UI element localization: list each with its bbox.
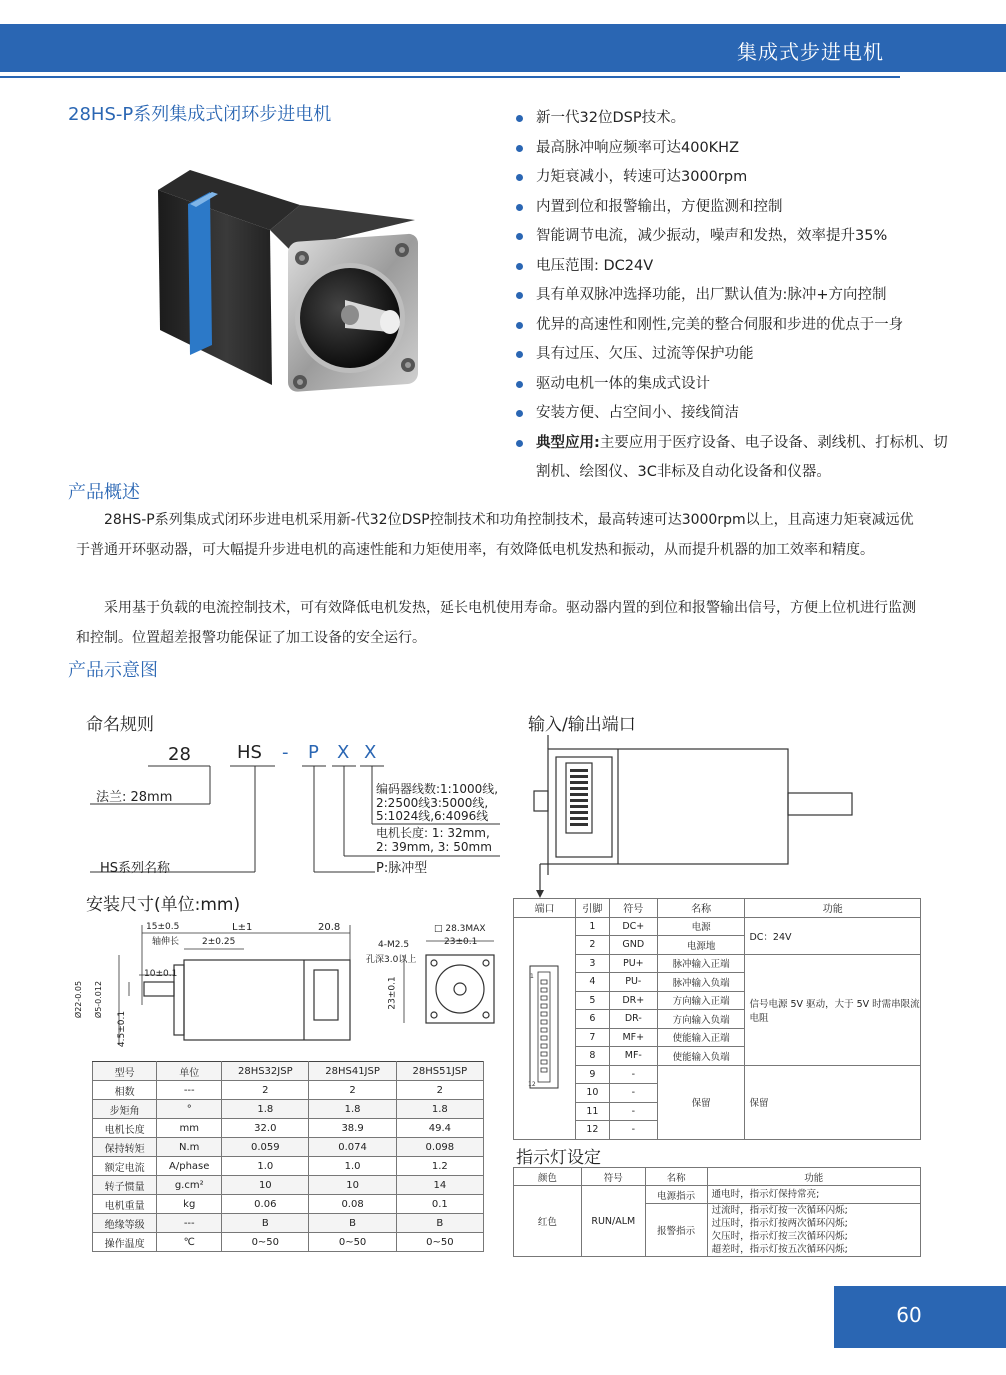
table-row: 额定电流 A/phase 1.0 1.0 1.2	[93, 1157, 484, 1176]
table-row: 步矩角 ° 1.8 1.8 1.8	[93, 1100, 484, 1119]
connector-pin-first: 1	[530, 972, 535, 980]
feature-item: 驱动电机一体的集成式设计	[514, 370, 954, 400]
connector-icon	[524, 962, 564, 1092]
io-func-power: DC：24V	[745, 917, 921, 954]
table-row: 12 -	[514, 1121, 921, 1140]
table-row: 10 -	[514, 1084, 921, 1103]
overview-paragraph-2: 采用基于负载的电流控制技术，可有效降低电机发热，延长电机使用寿命。驱动器内置的到位和报警输出信号，方便上位机进行监测和控制。位置超差报警功能保证了加工设备的安全运行。	[76, 600, 916, 646]
naming-part-p: P	[308, 742, 319, 763]
dim-height: 4.5±0.1	[117, 1010, 128, 1048]
table-row: 5 DR+ 方向输入正端	[514, 991, 921, 1010]
io-header: 端口	[514, 899, 576, 918]
product-title: 28HS-P系列集成式闭环步进电机	[68, 104, 332, 125]
table-row: 8 MF- 使能输入负端	[514, 1047, 921, 1066]
table-row: 相数 --- 2 2 2	[93, 1081, 484, 1100]
dim-shaft-dia: Ø5-0.012	[94, 980, 104, 1019]
spec-table	[92, 1061, 484, 1252]
feature-item: 具有过压、欠压、过流等保护功能	[514, 340, 954, 370]
io-reserved-name: 保留	[657, 1065, 745, 1139]
led-power-func: 通电时，指示灯保持常亮;	[707, 1186, 920, 1204]
feature-item: 电压范围: DC24V	[514, 252, 954, 282]
spec-header: 28HS32JSP	[222, 1062, 309, 1081]
feature-item: 具有单双脉冲选择功能，出厂默认值为:脉冲+方向控制	[514, 281, 954, 311]
table-row: 9 - 保留 保留	[514, 1065, 921, 1084]
dim-length: L±1	[232, 922, 253, 933]
dim-shaft-label: 轴伸长	[152, 937, 180, 947]
dim-square: □ 28.3MAX	[434, 924, 486, 934]
application-item	[514, 429, 954, 488]
table-row: 4 PU- 脉冲输入负端	[514, 973, 921, 992]
table-row: 绝缘等级 --- B B B	[93, 1214, 484, 1233]
dim-vertical: 23±0.1	[387, 976, 398, 1010]
spec-header: 28HS41JSP	[309, 1062, 396, 1081]
spec-header: 单位	[157, 1062, 222, 1081]
table-row	[514, 1186, 921, 1204]
naming-pulse-label: P:脉冲型	[376, 861, 428, 876]
io-heading: 输入/输出端口	[528, 715, 636, 735]
dim-pilot: Ø22-0.05	[74, 980, 84, 1019]
naming-flange-label: 法兰: 28mm	[96, 790, 173, 805]
led-header: 功能	[707, 1168, 920, 1186]
page-number: 60	[896, 1303, 922, 1327]
led-alarm-funcs: 过流时，指示灯按一次循环闪烁; 过压时，指示灯按两次循环闪烁; 欠压时，指示灯按三次循环闪烁; 超差时，指示灯按五次循环闪烁;	[707, 1204, 920, 1257]
table-row: 转子惯量 g.cm² 10 10 14	[93, 1176, 484, 1195]
feature-item: 最高脉冲响应频率可达400KHZ	[514, 134, 954, 164]
naming-series-label: HS系列名称	[100, 861, 171, 876]
connector-pin-last: 12	[528, 1080, 537, 1088]
naming-part-28: 28	[168, 744, 191, 765]
naming-part-x1: X	[337, 742, 350, 763]
header-title: 集成式步进电机	[737, 40, 884, 64]
led-header: 颜色	[514, 1168, 582, 1186]
feature-item: 智能调节电流，减少振动，噪声和发热，效率提升35%	[514, 222, 954, 252]
overview-paragraph-1: 28HS-P系列集成式闭环步进电机采用新-代32位DSP控制技术和功角控制技术，最高转速可达3000rpm以上，且高速力矩衰减远优于普通开环驱动器，可大幅提升步进电机的高速性能和力矩使用率，有效降低电机发热和振动，从而提升机器的加工效率和精度。	[76, 512, 914, 558]
naming-encoder-label: 编码器线数:1:1000线, 2:2500线3:5000线, 5:1024线,6:4096线	[376, 782, 499, 823]
led-header: 名称	[645, 1168, 707, 1186]
led-power-name: 电源指示	[645, 1186, 707, 1204]
motor-photo	[150, 160, 450, 405]
led-heading: 指示灯设定	[516, 1148, 601, 1168]
application-text: 主要应用于医疗设备、电子设备、剥线机、打标机、切割机、绘图仪、3C非标及自动化设备和仪器。	[536, 434, 948, 480]
io-port-drawing	[520, 735, 860, 900]
dim-shaft: 15±0.5	[146, 922, 180, 932]
feature-item: 新一代32位DSP技术。	[514, 104, 954, 134]
dim-flange: 2±0.25	[202, 937, 236, 947]
io-func-signal: 信号电源 5V 驱动，大于 5V 时需串限流电阻	[745, 954, 921, 1065]
table-row: 11 -	[514, 1102, 921, 1121]
feature-item: 力矩衰减小，转速可达3000rpm	[514, 163, 954, 193]
naming-part-hs: HS	[237, 742, 262, 763]
table-row: 6 DR- 方向输入负端	[514, 1010, 921, 1029]
header-underline	[0, 76, 900, 78]
table-row: 7 MF+ 使能输入正端	[514, 1028, 921, 1047]
feature-item: 内置到位和报警输出，方便监测和控制	[514, 193, 954, 223]
led-alarm-name: 报警指示	[645, 1204, 707, 1257]
dim-depth: 孔深3.0以上	[366, 955, 417, 965]
dim-box: 20.8	[318, 922, 341, 933]
feature-item: 优异的高速性和刚性,完美的整合伺服和步进的优点于一身	[514, 311, 954, 341]
feature-item: 安装方便、占空间小、接线简洁	[514, 399, 954, 429]
naming-part-x2: X	[364, 742, 377, 763]
io-table	[513, 898, 921, 1140]
io-header: 引脚	[575, 899, 609, 918]
feature-list	[514, 104, 954, 488]
io-header: 名称	[657, 899, 745, 918]
dim-hole-pitch: 23±0.1	[444, 937, 478, 947]
naming-heading: 命名规则	[86, 715, 154, 735]
table-row: 3 PU+ 脉冲输入正端 信号电源 5V 驱动，大于 5V 时需串限流电阻	[514, 954, 921, 973]
led-symbol: RUN/ALM	[581, 1186, 645, 1257]
diagram-heading: 产品示意图	[68, 660, 158, 681]
overview-heading: 产品概述	[68, 482, 140, 503]
dim-screw: 4-M2.5	[378, 940, 410, 950]
mount-heading: 安装尺寸(单位:mm)	[86, 895, 241, 915]
table-row: 保持转矩 N.m 0.059 0.074 0.098	[93, 1138, 484, 1157]
naming-length-label: 电机长度: 1: 32mm, 2: 39mm, 3: 50mm	[376, 826, 492, 854]
dim-boss: 10±0.1	[144, 969, 178, 979]
io-header: 功能	[745, 899, 921, 918]
naming-part-dash: -	[282, 742, 289, 763]
io-reserved-func: 保留	[745, 1065, 921, 1139]
mount-drawing	[74, 915, 514, 1055]
table-row: 2 GND 电源地	[514, 936, 921, 955]
table-row: 电机重量 kg 0.06 0.08 0.1	[93, 1195, 484, 1214]
led-table	[513, 1167, 921, 1257]
spec-header: 型号	[93, 1062, 157, 1081]
application-label: 典型应用:	[536, 434, 600, 451]
led-header: 符号	[581, 1168, 645, 1186]
table-row: 1 12 1 DC+ 电源 DC：24V	[514, 917, 921, 936]
connector-drawing	[514, 917, 576, 1139]
table-row: 操作温度 ℃ 0~50 0~50 0~50	[93, 1233, 484, 1252]
io-header: 符号	[609, 899, 657, 918]
led-color: 红色	[514, 1186, 582, 1257]
table-row: 电机长度 mm 32.0 38.9 49.4	[93, 1119, 484, 1138]
spec-header: 28HS51JSP	[396, 1062, 483, 1081]
